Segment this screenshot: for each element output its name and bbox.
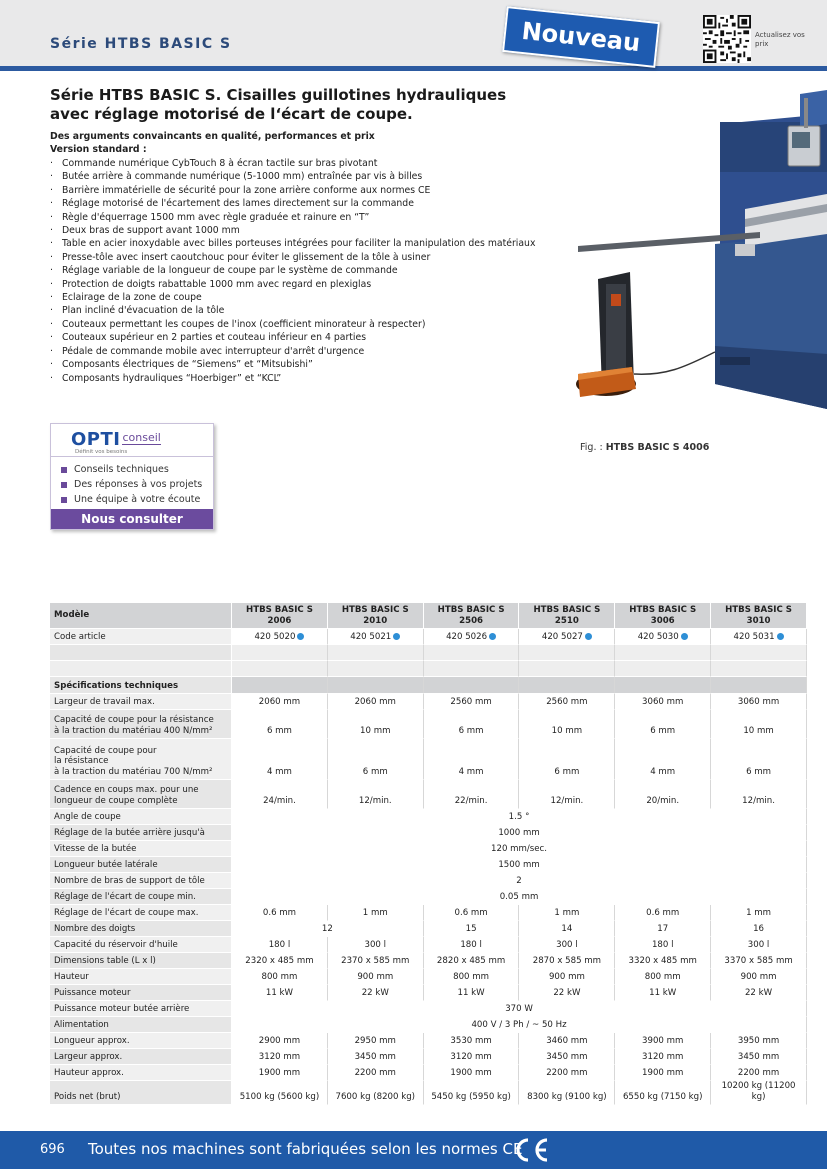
row-label: Hauteur approx. xyxy=(50,1065,232,1081)
table-cell: 180 l xyxy=(615,937,711,953)
row-label: Puissance moteur butée arrière xyxy=(50,1001,232,1017)
table-header-row xyxy=(50,603,807,629)
table-row xyxy=(50,841,807,857)
feature-item: · Presse-tôle avec insert caoutchouc pour éviter le glissement de la tôle à usiner xyxy=(50,251,550,264)
row-label: Longueur butée latérale xyxy=(50,857,232,873)
table-row xyxy=(50,857,807,873)
section-label: Spécifications techniques xyxy=(50,677,232,694)
table-cell: 14 xyxy=(519,921,615,937)
feature-item: · Couteaux supérieur en 2 parties et couteau inférieur en 4 parties xyxy=(50,331,550,344)
qr-note: Actualisez vos prix xyxy=(755,31,805,48)
row-label: Largeur de travail max. xyxy=(50,694,232,710)
opti-tagline: Définit vos besoins xyxy=(75,449,128,455)
row-label: Capacité du réservoir d'huile xyxy=(50,937,232,953)
model-number: 2510 xyxy=(554,615,579,626)
model-name: HTBS BASIC S xyxy=(629,605,697,615)
model-number: 2506 xyxy=(459,615,484,626)
row-label: Capacité de coupe pour la résistance à la traction du matériau 400 N/mm² xyxy=(50,710,232,739)
table-cell: 3450 mm xyxy=(328,1049,424,1065)
table-cell: 22 kW xyxy=(711,985,807,1001)
feature-item: · Règle d'équerrage 1500 mm avec règle graduée et rainure en “T” xyxy=(50,211,550,224)
table-row xyxy=(50,889,807,905)
table-cell: 11 kW xyxy=(615,985,711,1001)
table-cell: 4 mm xyxy=(424,739,520,780)
row-label: Code article xyxy=(50,629,232,645)
lead-line-1: Des arguments convaincants en qualité, performances et prix xyxy=(50,131,375,142)
table-cell: 4 mm xyxy=(232,739,328,780)
table-cell: 15 xyxy=(424,921,520,937)
row-label: Réglage de la butée arrière jusqu'à xyxy=(50,825,232,841)
table-cell: 1.5 ° xyxy=(232,809,807,825)
table-row xyxy=(50,809,807,825)
table-cell: 10200 kg (11200 kg) xyxy=(711,1081,807,1105)
feature-item: · Protection de doigts rabattable 1000 mm avec regard en plexiglas xyxy=(50,278,550,291)
article-code-text: 420 5031 xyxy=(733,631,775,642)
table-cell: 300 l xyxy=(711,937,807,953)
article-code[interactable] xyxy=(328,629,424,645)
table-cell: 2200 mm xyxy=(328,1065,424,1081)
feature-item: · Butée arrière à commande numérique (5-1000 mm) entraînée par vis à billes xyxy=(50,170,550,183)
row-label: Cadence en coups max. pour une longueur de coupe complète xyxy=(50,780,232,809)
table-cell: 400 V / 3 Ph / ~ 50 Hz xyxy=(232,1017,807,1033)
row-label: Longueur approx. xyxy=(50,1033,232,1049)
table-cell: 3120 mm xyxy=(615,1049,711,1065)
table-row xyxy=(50,937,807,953)
table-cell: 3450 mm xyxy=(519,1049,615,1065)
table-row xyxy=(50,694,807,710)
table-cell: 6 mm xyxy=(232,710,328,739)
table-cell: 180 l xyxy=(232,937,328,953)
feature-item: · Barrière immatérielle de sécurité pour la zone arrière conforme aux normes CE xyxy=(50,184,550,197)
opti-conseil-box xyxy=(50,423,214,530)
table-cell: 0.6 mm xyxy=(424,905,520,921)
table-cell: 2950 mm xyxy=(328,1033,424,1049)
table-cell: 0.05 mm xyxy=(232,889,807,905)
feature-item: · Eclairage de la zone de coupe xyxy=(50,291,550,304)
table-cell: 6 mm xyxy=(424,710,520,739)
feature-item: · Plan incliné d'évacuation de la tôle xyxy=(50,304,550,317)
feature-item: · Commande numérique CybTouch 8 à écran tactile sur bras pivotant xyxy=(50,157,550,170)
table-cell: 3120 mm xyxy=(424,1049,520,1065)
table-cell: 7600 kg (8200 kg) xyxy=(328,1081,424,1105)
table-cell: 1000 mm xyxy=(232,825,807,841)
row-label: Alimentation xyxy=(50,1017,232,1033)
table-cell: 12 xyxy=(232,921,424,937)
row-label: Dimensions table (L x l) xyxy=(50,953,232,969)
table-cell: 370 W xyxy=(232,1001,807,1017)
table-cell: 3370 x 585 mm xyxy=(711,953,807,969)
feature-item: · Réglage motorisé de l'écartement des lames directement sur la commande xyxy=(50,197,550,210)
table-row xyxy=(50,969,807,985)
table-row xyxy=(50,1065,807,1081)
feature-item: · Composants hydrauliques “Hoerbiger” et “KCL” xyxy=(50,372,550,385)
table-cell: 10 mm xyxy=(711,710,807,739)
table-cell: 900 mm xyxy=(519,969,615,985)
table-row xyxy=(50,905,807,921)
table-cell: 120 mm/sec. xyxy=(232,841,807,857)
article-code[interactable] xyxy=(711,629,807,645)
model-number: 3010 xyxy=(746,615,771,626)
table-cell: 800 mm xyxy=(424,969,520,985)
new-badge: Nouveau xyxy=(502,6,660,68)
spec-table xyxy=(50,603,807,1105)
model-label: Modèle xyxy=(50,603,232,629)
model-header xyxy=(615,603,711,629)
figure-caption xyxy=(580,442,709,453)
info-dot-icon[interactable] xyxy=(297,633,304,640)
article-code[interactable] xyxy=(519,629,615,645)
table-cell: 8300 kg (9100 kg) xyxy=(519,1081,615,1105)
table-cell: 24/min. xyxy=(232,780,328,809)
table-cell: 10 mm xyxy=(328,710,424,739)
blank-row xyxy=(50,645,807,661)
info-dot-icon[interactable] xyxy=(393,633,400,640)
opti-list-item: Des réponses à vos projets xyxy=(61,477,202,492)
table-cell: 2320 x 485 mm xyxy=(232,953,328,969)
article-code[interactable] xyxy=(232,629,328,645)
row-label: Capacité de coupe pour la résistance à la traction du matériau 700 N/mm² xyxy=(50,739,232,780)
table-row xyxy=(50,780,807,809)
table-row xyxy=(50,710,807,739)
blank-row xyxy=(50,661,807,677)
table-cell: 180 l xyxy=(424,937,520,953)
table-cell: 2060 mm xyxy=(232,694,328,710)
footer-text: Toutes nos machines sont fabriquées selon les normes CE xyxy=(88,1140,523,1158)
table-row xyxy=(50,921,807,937)
feature-list xyxy=(50,157,550,385)
table-cell: 3060 mm xyxy=(615,694,711,710)
article-code[interactable] xyxy=(615,629,711,645)
row-label: Nombre de bras de support de tôle xyxy=(50,873,232,889)
feature-item: · Table en acier inoxydable avec billes porteuses intégrées pour faciliter la manipulation des matériaux xyxy=(50,237,550,250)
table-cell: 3320 x 485 mm xyxy=(615,953,711,969)
table-cell: 300 l xyxy=(519,937,615,953)
feature-item: · Pédale de commande mobile avec interrupteur d'arrêt d'urgence xyxy=(50,345,550,358)
table-cell: 6550 kg (7150 kg) xyxy=(615,1081,711,1105)
table-row xyxy=(50,1017,807,1033)
table-row xyxy=(50,953,807,969)
code-row xyxy=(50,629,807,645)
opti-logo-sub: conseil xyxy=(122,431,161,444)
figure-name: HTBS BASIC S 4006 xyxy=(605,442,710,453)
opti-logo xyxy=(71,429,161,450)
table-cell: 6 mm xyxy=(615,710,711,739)
ce-mark-icon xyxy=(511,1136,551,1164)
model-name: HTBS BASIC S xyxy=(725,605,792,615)
table-cell: 2820 x 485 mm xyxy=(424,953,520,969)
header-rule xyxy=(0,66,827,71)
table-cell: 2870 x 585 mm xyxy=(519,953,615,969)
table-cell: 6 mm xyxy=(519,739,615,780)
table-cell: 12/min. xyxy=(328,780,424,809)
info-dot-icon[interactable] xyxy=(681,633,688,640)
table-cell: 16 xyxy=(711,921,807,937)
table-row xyxy=(50,1001,807,1017)
table-cell: 1 mm xyxy=(328,905,424,921)
row-label: Puissance moteur xyxy=(50,985,232,1001)
table-cell: 900 mm xyxy=(711,969,807,985)
table-cell: 12/min. xyxy=(519,780,615,809)
model-name: HTBS BASIC S xyxy=(533,605,601,615)
table-cell: 2900 mm xyxy=(232,1033,328,1049)
table-cell: 800 mm xyxy=(232,969,328,985)
table-cell: 11 kW xyxy=(424,985,520,1001)
table-cell: 2560 mm xyxy=(424,694,520,710)
info-dot-icon[interactable] xyxy=(585,633,592,640)
table-cell: 900 mm xyxy=(328,969,424,985)
opti-logo-main: OPTI xyxy=(71,429,121,450)
table-cell: 2200 mm xyxy=(519,1065,615,1081)
table-cell: 11 kW xyxy=(232,985,328,1001)
table-cell: 1500 mm xyxy=(232,857,807,873)
table-cell: 2200 mm xyxy=(711,1065,807,1081)
divider xyxy=(51,456,213,457)
model-header xyxy=(519,603,615,629)
row-label: Angle de coupe xyxy=(50,809,232,825)
table-cell: 2560 mm xyxy=(519,694,615,710)
feature-item: · Composants électriques de “Siemens” et “Mitsubishi” xyxy=(50,358,550,371)
info-dot-icon[interactable] xyxy=(777,633,784,640)
feature-item: · Réglage variable de la longueur de coupe par le système de commande xyxy=(50,264,550,277)
table-row xyxy=(50,1081,807,1105)
table-cell: 3450 mm xyxy=(711,1049,807,1065)
machine-image xyxy=(560,84,827,414)
table-cell: 1 mm xyxy=(711,905,807,921)
feature-item: · Couteaux permettant les coupes de l'inox (coefficient minorateur à respecter) xyxy=(50,318,550,331)
table-row xyxy=(50,825,807,841)
model-header xyxy=(424,603,520,629)
table-cell: 10 mm xyxy=(519,710,615,739)
table-cell: 1900 mm xyxy=(424,1065,520,1081)
article-code-text: 420 5030 xyxy=(637,631,679,642)
table-row xyxy=(50,873,807,889)
model-number: 2010 xyxy=(363,615,388,626)
table-cell: 3060 mm xyxy=(711,694,807,710)
figure-prefix: Fig. : xyxy=(580,442,606,453)
page-number: 696 xyxy=(40,1142,65,1157)
lead-text xyxy=(50,130,375,156)
table-cell: 1900 mm xyxy=(615,1065,711,1081)
table-cell: 2060 mm xyxy=(328,694,424,710)
model-header xyxy=(328,603,424,629)
table-cell: 3900 mm xyxy=(615,1033,711,1049)
table-cell: 22/min. xyxy=(424,780,520,809)
article-code-text: 420 5020 xyxy=(254,631,296,642)
row-label: Largeur approx. xyxy=(50,1049,232,1065)
table-cell: 1900 mm xyxy=(232,1065,328,1081)
table-cell: 6 mm xyxy=(711,739,807,780)
page-title: Série HTBS BASIC S. Cisailles guillotines hydrauliques avec réglage motorisé de l‘écart de coupe. xyxy=(50,86,507,123)
info-dot-icon[interactable] xyxy=(489,633,496,640)
model-name: HTBS BASIC S xyxy=(437,605,505,615)
qr-code-icon[interactable] xyxy=(703,15,751,63)
table-cell: 3460 mm xyxy=(519,1033,615,1049)
article-code-text: 420 5021 xyxy=(350,631,392,642)
table-cell: 4 mm xyxy=(615,739,711,780)
model-header xyxy=(232,603,328,629)
lead-line-2: Version standard : xyxy=(50,144,147,155)
consult-button[interactable]: Nous consulter xyxy=(51,509,213,529)
table-cell: 800 mm xyxy=(615,969,711,985)
table-cell: 5100 kg (5600 kg) xyxy=(232,1081,328,1105)
table-cell: 20/min. xyxy=(615,780,711,809)
table-cell: 2370 x 585 mm xyxy=(328,953,424,969)
series-title: Série HTBS BASIC S xyxy=(50,36,232,52)
article-code-text: 420 5026 xyxy=(446,631,488,642)
row-label: Réglage de l'écart de coupe min. xyxy=(50,889,232,905)
opti-list xyxy=(61,462,202,507)
table-cell: 3530 mm xyxy=(424,1033,520,1049)
table-row xyxy=(50,985,807,1001)
model-name: HTBS BASIC S xyxy=(341,605,409,615)
article-code[interactable] xyxy=(424,629,520,645)
table-cell: 22 kW xyxy=(328,985,424,1001)
opti-list-item: Une équipe à votre écoute xyxy=(61,492,202,507)
table-cell: 5450 kg (5950 kg) xyxy=(424,1081,520,1105)
row-label: Hauteur xyxy=(50,969,232,985)
row-label: Poids net (brut) xyxy=(50,1081,232,1105)
table-cell: 3950 mm xyxy=(711,1033,807,1049)
opti-list-item: Conseils techniques xyxy=(61,462,202,477)
feature-item: · Deux bras de support avant 1000 mm xyxy=(50,224,550,237)
table-cell: 22 kW xyxy=(519,985,615,1001)
table-cell: 300 l xyxy=(328,937,424,953)
table-cell: 1 mm xyxy=(519,905,615,921)
table-cell: 6 mm xyxy=(328,739,424,780)
row-label: Nombre des doigts xyxy=(50,921,232,937)
table-row xyxy=(50,1033,807,1049)
model-number: 3006 xyxy=(650,615,675,626)
article-code-text: 420 5027 xyxy=(541,631,583,642)
row-label: Réglage de l'écart de coupe max. xyxy=(50,905,232,921)
model-number: 2006 xyxy=(267,615,292,626)
table-cell: 0.6 mm xyxy=(615,905,711,921)
table-row xyxy=(50,739,807,780)
table-cell: 12/min. xyxy=(711,780,807,809)
model-header xyxy=(711,603,807,629)
section-row xyxy=(50,677,807,694)
row-label: Vitesse de la butée xyxy=(50,841,232,857)
table-cell: 2 xyxy=(232,873,807,889)
model-name: HTBS BASIC S xyxy=(246,605,313,615)
table-cell: 17 xyxy=(615,921,711,937)
table-cell: 3120 mm xyxy=(232,1049,328,1065)
table-row xyxy=(50,1049,807,1065)
table-cell: 0.6 mm xyxy=(232,905,328,921)
